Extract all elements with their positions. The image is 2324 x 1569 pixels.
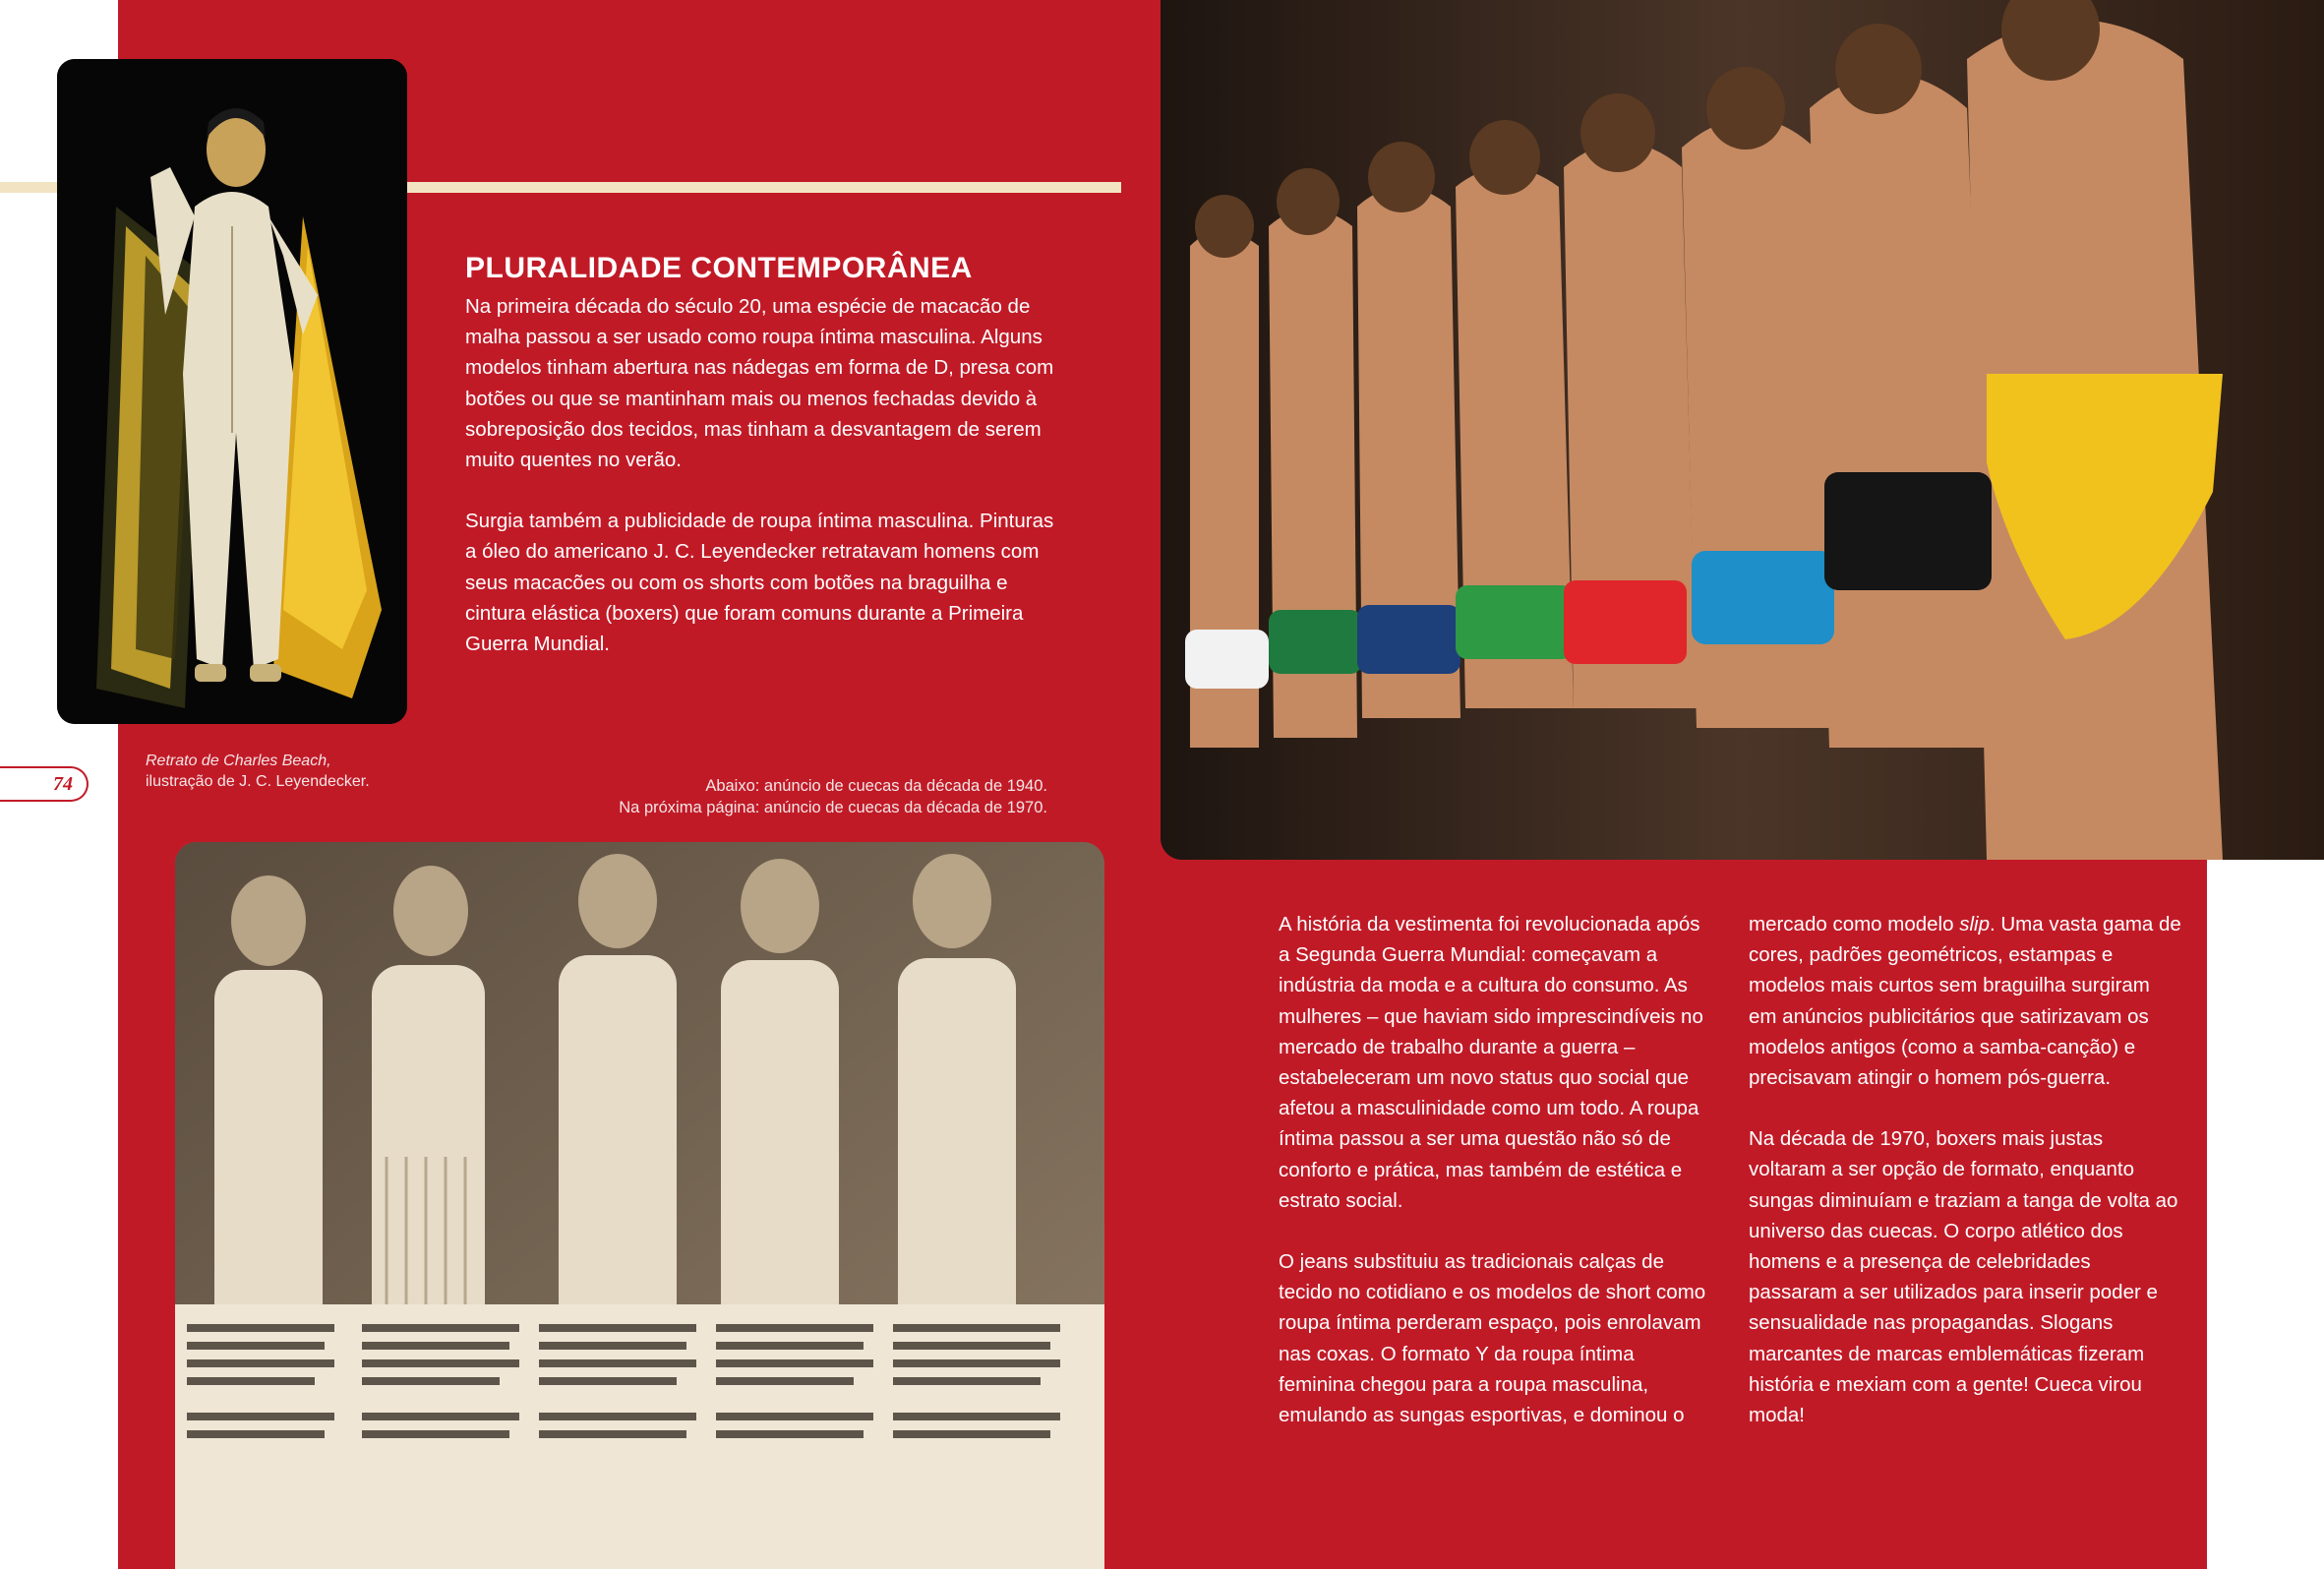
portrait-caption-credit: ilustração de J. C. Leyendecker.: [146, 773, 370, 790]
body-paragraph-3-italic: slip: [1959, 913, 1990, 935]
page-number: 74: [0, 766, 89, 802]
body-paragraph-2: O jeans substituiu as tradicionais calças de tecido no cotidiano e os modelos de short como roupa íntima perderam espaço, pois enrolavam nas coxas. O formato Y da roupa íntima feminina chegou para a roupa masculina, emulando as sungas esportivas, e dominou o: [1279, 1250, 1706, 1427]
cream-rule-left: [0, 182, 59, 193]
section-heading: PLURALIDADE CONTEMPORÂNEA: [465, 252, 973, 284]
portrait-caption: [146, 751, 421, 792]
ads-caption: [551, 775, 1047, 818]
body-column-1: [1279, 909, 1711, 1461]
photo-icon: [175, 842, 1104, 1569]
portrait-caption-title: Retrato de Charles Beach,: [146, 753, 331, 769]
body-paragraph-3-rest: . Uma vasta gama de cores, padrões geométricos, estampas e modelos mais curtos sem braguilha surgiram em anúncios publicitários que satirizavam os modelos antigos (como a samba-canção) e precisavam atingir o homem pós-guerra.: [1749, 913, 2181, 1090]
ads-caption-line-1: Abaixo: anúncio de cuecas da década de 1940.: [705, 777, 1047, 795]
body-paragraph-3: [1749, 909, 2181, 1093]
body-paragraph-1: A história da vestimenta foi revolucionada após a Segunda Guerra Mundial: começavam a indústria da moda e a cultura do consumo. As mulheres – que haviam sido imprescindíveis no mercado de trabalho durante a guerra – estabeleceram um novo status quo social que afetou a masculinidade como um todo. A roupa íntima passou a ser uma questão não só de conforto e prática, mas também de estética e estrato social.: [1279, 913, 1703, 1212]
illustration-icon: [57, 59, 407, 724]
cream-rule: [403, 182, 1121, 193]
color-ad-photo: [1161, 0, 2324, 860]
body-paragraph-3-start: mercado como modelo: [1749, 913, 1960, 935]
body-column-2: [1749, 909, 2181, 1461]
photo-icon: [1161, 0, 2324, 860]
vintage-ad-photo: [175, 842, 1104, 1569]
portrait-illustration: [57, 59, 407, 724]
intro-paragraph-1: Na primeira década do século 20, uma espécie de macacão de malha passou a ser usado como roupa íntima masculina. Alguns modelos tinham abertura nas nádegas em forma de D, presa com botões ou que se mantinham mais ou menos fechadas devido à sobreposição dos tecidos, mas tinham a desvantagem de serem muito quentes no verão.: [465, 295, 1054, 472]
intro-paragraph-2: Surgia também a publicidade de roupa íntima masculina. Pinturas a óleo do americano J. C. Leyendecker retratavam homens com seus macacões ou com os shorts com botões na braguilha e cintura elástica (boxers) que foram comuns durante a Primeira Guerra Mundial.: [465, 510, 1054, 656]
intro-text: [465, 291, 1055, 690]
ads-caption-line-2: Na próxima página: anúncio de cuecas da década de 1970.: [619, 799, 1047, 816]
body-paragraph-4: Na década de 1970, boxers mais justas voltaram a ser opção de formato, enquanto sungas diminuíam e traziam a tanga de volta ao universo das cuecas. O corpo atlético dos homens e a presença de celebridades passaram a ser utilizados para inserir poder e sensualidade nas propagandas. Slogans marcantes de marcas emblemáticas fizeram história e mexiam com a gente! Cueca virou moda!: [1749, 1127, 2178, 1427]
